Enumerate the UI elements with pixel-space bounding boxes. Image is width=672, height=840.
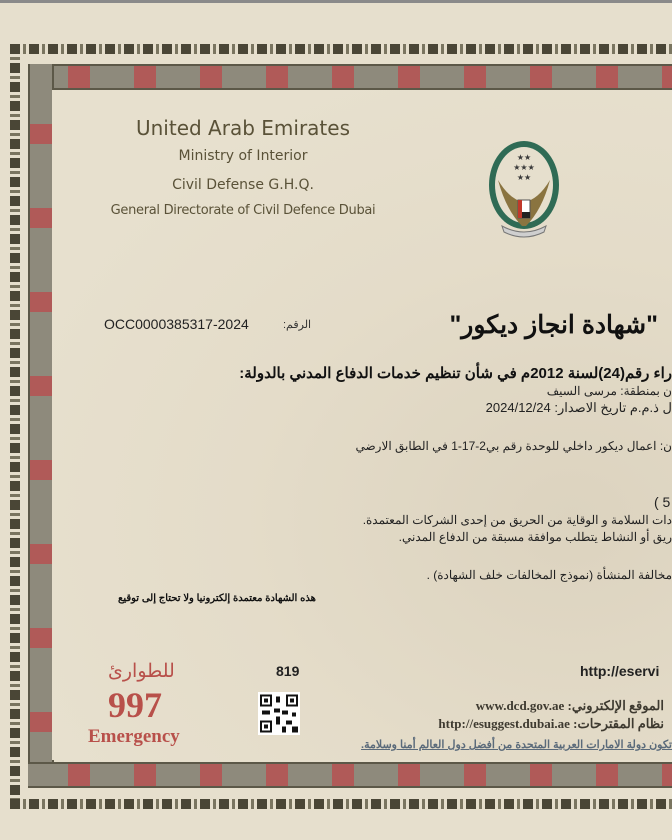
item-number: ( 5: [654, 494, 671, 510]
uae-emblem-icon: [486, 140, 562, 270]
area-line: ن بمنطقة: مرسى السيف: [546, 384, 672, 398]
outer-border-bottom: [10, 799, 672, 809]
inner-band-top: [28, 64, 672, 90]
outer-border-left: [10, 44, 20, 809]
slogan: تكون دولة الامارات العربية المتحدة من أفضل دول العالم أمنا وسلامة.: [361, 739, 672, 751]
website-line[interactable]: الموقع الإلكتروني: www.dcd.gov.ae: [475, 698, 664, 713]
activity-line: ن: اعمال ديكور داخلي للوحدة رقم بي2-17-1 في الطابق الارضي: [355, 439, 672, 453]
emergency-arabic: للطوارئ: [108, 661, 175, 682]
number-label: الرقم:: [283, 319, 312, 331]
inner-band-bottom: [28, 762, 672, 788]
issue-date-line: ل ذ.م.م تاريخ الاصدار: 2024/12/24: [485, 400, 672, 415]
header-country: United Arab Emirates: [135, 116, 350, 140]
svg-text:★★: ★★: [516, 173, 532, 182]
outer-border-top: [10, 44, 672, 54]
certificate-title: "شهادة انجاز ديكور": [449, 311, 658, 339]
svg-text:★★★: ★★★: [513, 163, 535, 172]
emergency-label: Emergency: [88, 726, 180, 747]
violations-line: مخالفة المنشأة (نموذج المخالفات خلف الشهادة) .: [426, 568, 672, 582]
condition-1: دات السلامة و الوقاية من الحريق من إحدى الشركات المعتمدة.: [362, 513, 672, 527]
header-ghq: Civil Defense G.H.Q.: [172, 177, 314, 193]
inner-band-left: [28, 64, 54, 786]
header-directorate: General Directorate of Civil Defence Dubai: [110, 203, 376, 218]
eservices-link[interactable]: http://eservi: [580, 663, 660, 679]
electronic-note: هذه الشهادة معتمدة إلكترونيا ولا تحتاج إلى توقيع: [118, 593, 316, 604]
certificate-number: OCC0000385317-2024: [104, 316, 249, 332]
svg-text:★★: ★★: [516, 153, 532, 162]
verification-code: 819: [276, 663, 300, 679]
emergency-number: 997: [108, 685, 162, 725]
qr-code-icon[interactable]: [258, 692, 300, 735]
header-ministry: Ministry of Interior: [178, 148, 308, 164]
condition-2: ريق أو النشاط يتطلب موافقة مسبقة من الدفاع المدني.: [398, 530, 672, 544]
suggestions-line[interactable]: نظام المقترحات: http://esuggest.dubai.ae: [438, 716, 664, 731]
top-edge: [0, 0, 672, 3]
decree-line: راء رقم(24)لسنة 2012م في شأن تنظيم خدمات الدفاع المدني بالدولة:: [239, 365, 672, 382]
